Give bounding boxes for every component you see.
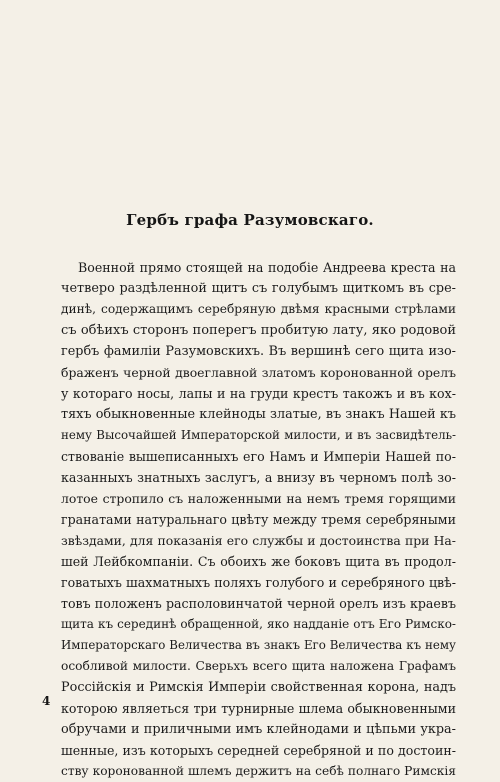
text-line: ству коронованной шлемъ держитъ на себѣ полнаго Римскiя xyxy=(61,764,456,778)
text-line: у котораго носы, лапы и на груди крестъ такожъ и въ кох- xyxy=(61,386,456,401)
text-line: шей Лейбкомпанiи. Съ обоихъ же боковъ щита въ продол- xyxy=(61,554,456,569)
page-number: 4 xyxy=(42,694,51,708)
text-line: тяхъ обыкновенные клейноды златые, въ знакъ Нашей къ xyxy=(61,407,456,422)
text-line: Россiйскiя и Римскiя Имперiи свойственная корона, надъ xyxy=(61,680,456,695)
text-line: особливой милости. Сверьхъ всего щита наложена Графамъ xyxy=(61,659,456,673)
page-title: Гербъ графа Разумовскаго. xyxy=(126,211,374,229)
text-line: звѣздами, для показанiя его службы и достоинства при На- xyxy=(61,533,456,548)
text-line: обручами и приличными имъ клейнодами и цѣпьми укра- xyxy=(61,722,456,737)
text-line: Военной прямо стоящей на подобiе Андреева креста на xyxy=(78,260,456,275)
text-line: гербъ фамилiи Разумовскихъ. Въ вершинѣ сего щита изо- xyxy=(61,344,456,359)
text-line: которою являеться три турнирные шлема обыкновенными xyxy=(61,701,456,716)
text-line: шенные, изъ которыхъ середней серебряной и по достоин- xyxy=(61,743,456,758)
text-line: нему Высочайшей Императорской милости, и въ засвидѣтель- xyxy=(61,428,456,442)
text-line: браженъ черной двоеглавной златомъ коронованной орелъ xyxy=(61,365,456,380)
text-line: ствованiе вышеписанныхъ его Намъ и Имперiи Нашей по- xyxy=(61,449,456,464)
text-line: лотое стропило съ наложенными на немъ тремя горящими xyxy=(61,491,456,506)
text-line: Императорскаго Величества въ знакъ Его Величества къ нему xyxy=(61,638,456,652)
text-line: динѣ, содержащимъ серебряную двѣмя красными стрѣлами xyxy=(61,302,456,316)
body-paragraph xyxy=(61,257,456,782)
text-line: казанныхъ знатныхъ заслугъ, а внизу въ черномъ полѣ зо- xyxy=(61,470,456,485)
text-line: четверо раздѣленной щитъ съ голубымъ щиткомъ въ сре- xyxy=(61,281,456,296)
text-line: гранатами натуральнаго цвѣту между тремя серебряными xyxy=(61,512,456,527)
text-line: щита къ серединѣ обращенной, яко надданiе отъ Его Римско- xyxy=(61,617,456,631)
text-line: говатыхъ шахматныхъ поляхъ голубого и серебряного цвѣ- xyxy=(61,575,456,590)
text-line: съ обѣихъ сторонъ поперегъ пробитую лату, яко родовой xyxy=(61,323,456,338)
text-line: товъ положенъ располовинчатой черной орелъ изъ краевъ xyxy=(61,596,456,611)
